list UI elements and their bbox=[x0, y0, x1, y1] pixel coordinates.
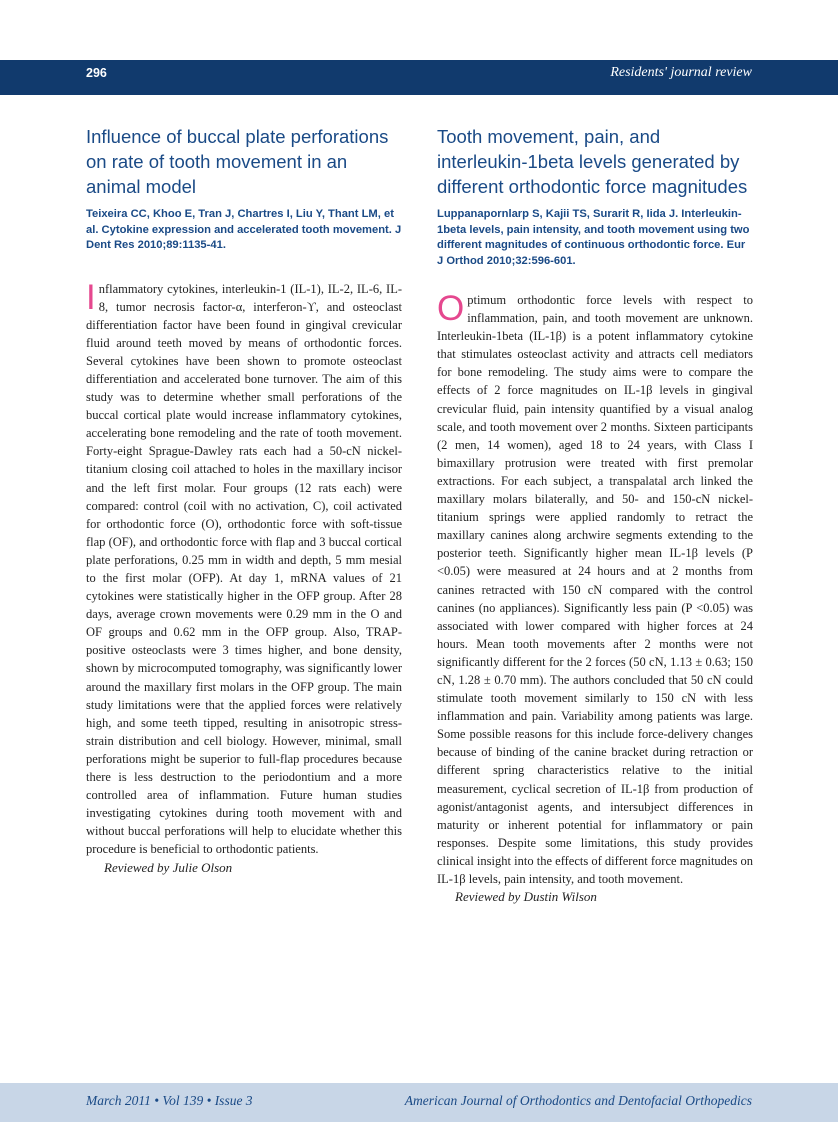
header-bar bbox=[0, 60, 838, 95]
drop-cap: I bbox=[86, 277, 96, 317]
article-body-text: ptimum orthodontic force levels with respect to inflammation, pain, and tooth movement are unknown. Interleukin-1beta (IL-1β) is a potent inflammatory cytokine that stimulates osteoclast activity and attracts cell mediators for bone remodeling. The study aims were to compare the effects of 2 force magnitudes on IL-1β levels in gingival crevicular fluid, pain intensity quantified by a visual analog scale, and tooth movement over 2 months. Sixteen participants (2 men, 14 women), aged 18 to 24 years, with Class I bimaxillary protrusion were treated with first premolar extractions. For each subject, a transpalatal arch linked the maxillary molars bilaterally, and 50- and 150-cN nickel-titanium springs were applied randomly to retract the maxillary canines along archwire segments extending to the posterior teeth. Significantly higher mean IL-1β levels (P <0.05) were measured at 24 hours and at 2 months from canines retracted with 150 cN compared with the control canines (no appliances). Significantly less pain (P <0.05) was associated with lower compared with higher forces at 24 hours. Mean tooth movements after 2 months were not significantly different for the 2 forces (50 cN, 1.13 ± 0.63; 150 cN, 1.28 ± 0.70 mm). The authors concluded that 50 cN could stimulate tooth movement similarly to 150 cN with less inflammation and pain. Variability among patients was large. Some possible reasons for this include force-delivery changes because of binding of the canine bracket during retraction or different spring characteristics relative to the initial measurement, cyclical secretion of IL-1β from production of agonist/antagonist agents, and intersubject differences in maturity or inherent potential for inflammatory or pain responses. Despite some limitations, this study provides clinical insight into the effects of different force magnitudes on IL-1β levels, pain intensity, and tooth movement. bbox=[437, 293, 753, 886]
drop-cap: O bbox=[437, 289, 465, 328]
article-title: Influence of buccal plate perforations on rate of tooth movement in an animal model bbox=[86, 126, 389, 197]
journal-name: American Journal of Orthodontics and Dentofacial Orthopedics bbox=[404, 1093, 752, 1108]
article-body-text: nflammatory cytokines, interleukin-1 (IL-1), IL-2, IL-6, IL-8, tumor necrosis factor-α, interferon-ϒ, and osteoclast differentiation factor have been found in gingival crevicular fluid around teeth moved by means of orthodontic forces. Several cytokines have been shown to promote osteoclast differentiation and accelerated bone turnover. The aim of this study was to determine whether small perforations of the buccal cortical plate would increase inflammatory cytokines, accelerating bone remodeling and the rate of tooth movement. Forty-eight Sprague-Dawley rats each had a 50-cN nickel-titanium closing coil attached to holes in the maxillary incisor and the left first molar. Four groups (12 rats each) were compared: control (coil with no activation, C), coil activated for orthodontic force (O), orthodontic force with soft-tissue flap (OF), and orthodontic force with flap and 3 buccal cortical plate perforations, 0.25 mm in width and depth, 5 mm mesial to the first molar (OFP). At day 1, mRNA values of 21 cytokines were statistically higher in the OFP group. After 28 days, average crown movements were 0.29 mm in the O and OF groups and 0.62 mm in the OFP group. Also, TRAP-positive osteoclasts were 3 times higher, and bone density, shown by microcomputed tomography, was significantly lower around the maxillary first molars in the OFP group. The main study limitations were that the applied forces were relatively high, and some teeth tipped, resulting in anisotropic stress-strain distribution and cell biology. However, minimal, small perforations might be superior to full-flap procedures because there is less destruction to the periodontium and a more controlled area of inflammation. Future human studies investigating cytokines during tooth movement with and without buccal perforations will help to elucidate whether this procedure is beneficial to orthodontic patients. bbox=[86, 281, 402, 857]
section-title: Residents' journal review bbox=[610, 65, 752, 80]
page-number: 296 bbox=[86, 66, 107, 80]
article-citation: Luppanapornlarp S, Kajii TS, Surarit R, Iida J. Interleukin-1beta levels, pain intensity, and tooth movement using two different magnitudes of continuous orthodontic force. Eur J Orthod 2010;32:596-601. bbox=[437, 208, 750, 267]
reviewer-credit: Reviewed by Dustin Wilson bbox=[455, 889, 597, 905]
article-body bbox=[86, 277, 402, 859]
article-body bbox=[437, 291, 753, 888]
article-title: Tooth movement, pain, and interleukin-1beta levels generated by different orthodontic force magnitudes bbox=[437, 126, 748, 197]
issue-info: March 2011 • Vol 139 • Issue 3 bbox=[86, 1093, 253, 1108]
article-left bbox=[86, 124, 402, 877]
article-citation: Teixeira CC, Khoo E, Tran J, Chartres I, Liu Y, Thant LM, et al. Cytokine expression and accelerated tooth movement. J Dent Res 2010;89:1135-41. bbox=[86, 208, 402, 251]
reviewer-credit: Reviewed by Julie Olson bbox=[104, 859, 233, 875]
article-right bbox=[437, 124, 753, 906]
footer-bar bbox=[0, 1083, 838, 1122]
